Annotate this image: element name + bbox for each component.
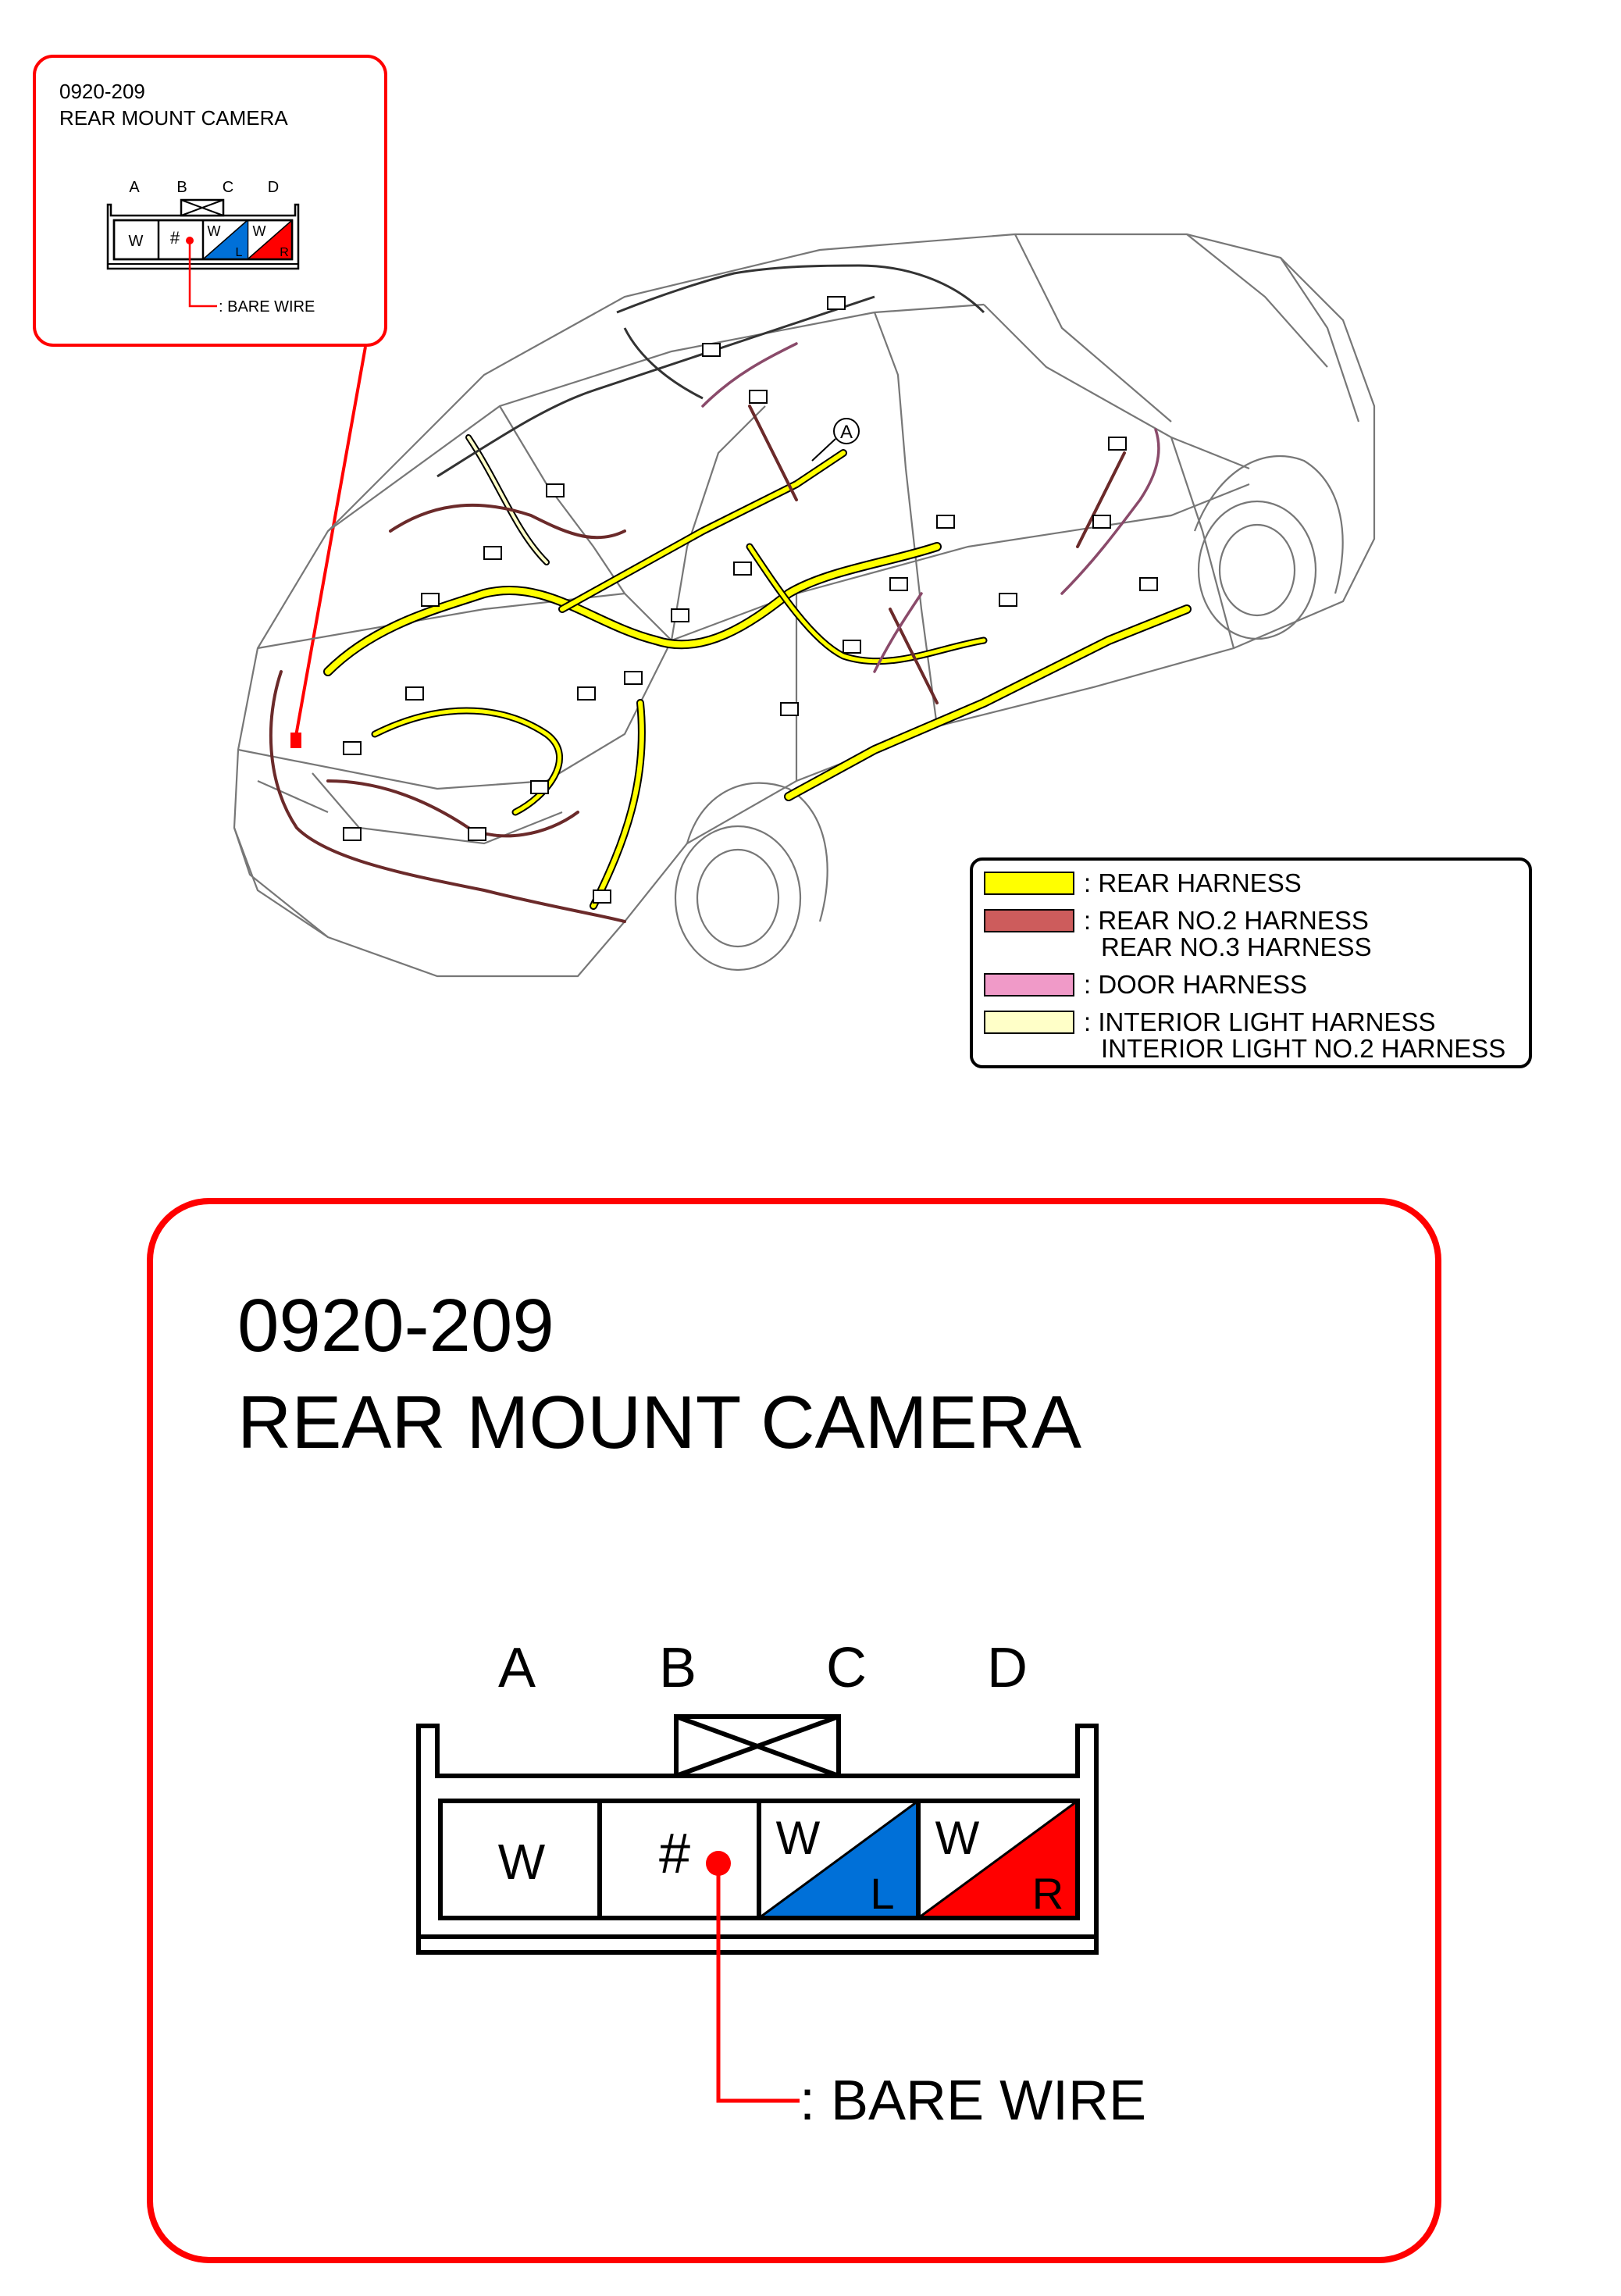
inset-cell-d-bottom: R	[280, 246, 289, 259]
legend-label: REAR NO.3 HARNESS	[1101, 932, 1372, 961]
inset-cell-c-top: W	[207, 223, 221, 239]
cell-d-top-label: W	[935, 1812, 980, 1864]
connector-name: REAR MOUNT CAMERA	[237, 1381, 1081, 1464]
pin-c-label: C	[826, 1637, 867, 1699]
cell-d-bottom-label: R	[1031, 1869, 1064, 1918]
pin-d-label: D	[987, 1637, 1028, 1699]
legend-label: : DOOR HARNESS	[1084, 970, 1308, 999]
inset-cell-b-top: #	[169, 228, 180, 248]
inset-bare-wire-label: : BARE WIRE	[219, 298, 315, 316]
cell-a-top-label: W	[497, 1834, 546, 1890]
pin-b-label: B	[658, 1637, 697, 1699]
legend-label: : INTERIOR LIGHT HARNESS	[1084, 1007, 1436, 1036]
inset-pin-a: A	[129, 179, 140, 196]
pin-a-label: A	[497, 1637, 536, 1699]
cell-b-top-label: #	[658, 1823, 691, 1885]
inset-pin-d: D	[267, 179, 280, 196]
legend-label: : REAR HARNESS	[1084, 868, 1302, 897]
point-marker-label: A	[839, 422, 853, 443]
inset-cell-a-top: W	[128, 233, 144, 250]
inset-connector-code: 0920-209	[59, 80, 145, 103]
inset-cell-c-bottom: L	[235, 246, 243, 259]
cell-c-bottom-label: L	[870, 1869, 895, 1918]
legend-label: INTERIOR LIGHT NO.2 HARNESS	[1101, 1034, 1506, 1063]
inset-pin-b: B	[176, 179, 187, 196]
cell-c-top-label: W	[775, 1812, 821, 1864]
inset-connector-name: REAR MOUNT CAMERA	[59, 106, 288, 130]
legend-label: : REAR NO.2 HARNESS	[1084, 906, 1369, 935]
bare-wire-label: : BARE WIRE	[800, 2070, 1147, 2132]
inset-cell-d-top: W	[252, 223, 266, 239]
inset-pin-c: C	[222, 179, 234, 196]
connector-code: 0920-209	[237, 1284, 554, 1367]
